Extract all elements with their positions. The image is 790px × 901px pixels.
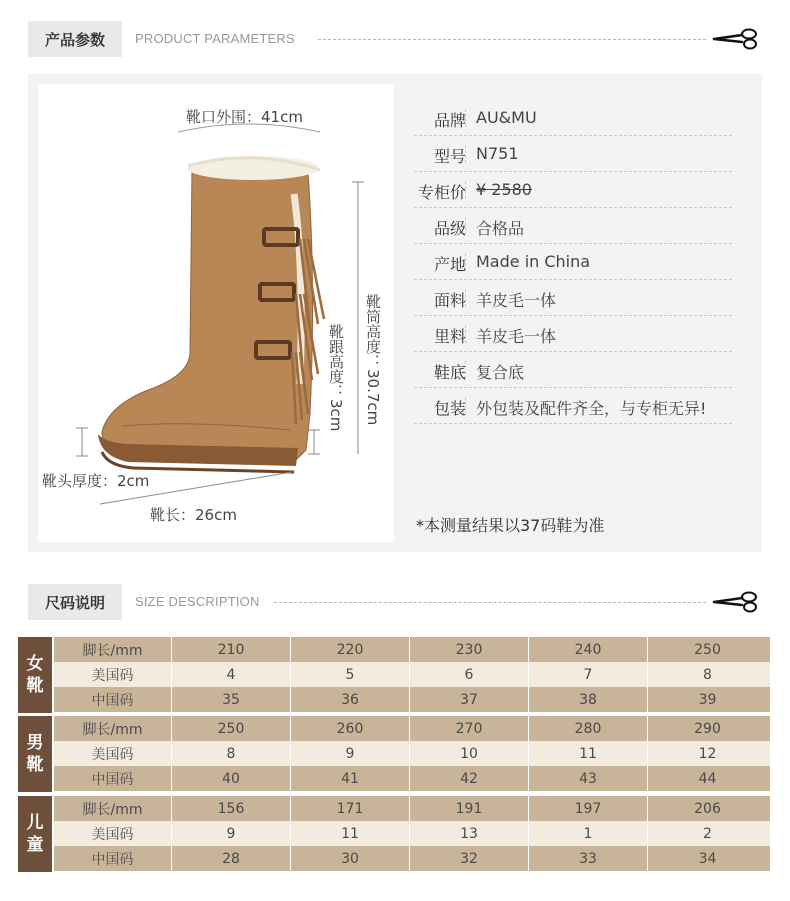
size-cell: 33 <box>529 846 648 871</box>
size-cell: 10 <box>410 741 529 766</box>
size-row <box>54 766 770 791</box>
size-cell: 11 <box>291 821 410 846</box>
gender-cell <box>18 796 52 872</box>
spec-row-origin <box>414 244 732 280</box>
row-label: 脚长/mm <box>54 716 172 741</box>
size-title: 尺码说明 <box>28 584 122 620</box>
dashed-divider <box>274 602 706 603</box>
size-cell: 35 <box>172 687 291 712</box>
spec-separator <box>465 145 466 163</box>
size-cell: 7 <box>529 662 648 687</box>
size-cell: 9 <box>291 741 410 766</box>
gender-char: 童 <box>26 835 44 855</box>
size-cell: 290 <box>694 720 721 737</box>
heel-height-label: 靴跟高度：3cm <box>327 324 345 432</box>
size-cell: 41 <box>291 766 410 791</box>
size-group-men <box>18 716 770 792</box>
gender-char: 儿 <box>26 813 44 833</box>
spec-separator <box>465 361 466 379</box>
row-label: 美国码 <box>54 821 172 846</box>
size-row <box>54 796 770 821</box>
size-subtitle: SIZE DESCRIPTION <box>135 594 260 609</box>
spec-label: 里料 <box>433 327 466 346</box>
spec-row-grade <box>414 208 732 244</box>
size-group-women <box>18 637 770 713</box>
size-cell: 156 <box>172 796 291 821</box>
size-cell: 37 <box>410 687 529 712</box>
size-cell: 12 <box>698 745 717 762</box>
spec-row-sole <box>414 352 732 388</box>
size-row <box>54 637 770 662</box>
gender-char: 女 <box>26 654 44 674</box>
spec-row-lining <box>414 316 732 352</box>
spec-label: 型号 <box>433 147 466 166</box>
spec-row-package <box>414 388 732 424</box>
size-row <box>54 846 770 871</box>
size-cell: 230 <box>410 637 529 662</box>
spec-value: 合格品 <box>476 219 525 238</box>
spec-separator <box>465 217 466 235</box>
spec-row-brand <box>414 100 732 136</box>
spec-label: 产地 <box>433 255 466 274</box>
spec-row-model <box>414 136 732 172</box>
size-cell: 39 <box>698 691 717 708</box>
size-cell: 250 <box>694 641 721 658</box>
size-cell: 11 <box>529 741 648 766</box>
spec-value: 复合底 <box>476 363 525 382</box>
spec-label: 品级 <box>433 219 466 238</box>
size-cell: 2 <box>703 825 712 842</box>
size-cell: 8 <box>172 741 291 766</box>
spec-separator <box>465 397 466 415</box>
scissors-icon <box>712 27 762 51</box>
toe-thickness-label: 靴头厚度：2cm <box>42 472 150 490</box>
size-cell: 40 <box>172 766 291 791</box>
size-cell: 4 <box>172 662 291 687</box>
size-cell: 13 <box>410 821 529 846</box>
size-cell: 250 <box>172 716 291 741</box>
size-cell: 42 <box>410 766 529 791</box>
size-cell: 44 <box>698 770 717 787</box>
spec-separator <box>465 181 466 199</box>
size-cell: 1 <box>529 821 648 846</box>
size-cell: 34 <box>698 850 717 867</box>
size-cell: 8 <box>703 666 712 683</box>
spec-row-upper <box>414 280 732 316</box>
top-circumference-label: 靴口外围：41cm <box>186 108 303 126</box>
size-row <box>54 741 770 766</box>
size-cell: 220 <box>291 637 410 662</box>
spec-value: 羊皮毛一体 <box>476 291 557 310</box>
spec-separator <box>465 253 466 271</box>
dashed-divider <box>318 39 706 40</box>
row-label: 中国码 <box>54 766 172 791</box>
size-cell: 240 <box>529 637 648 662</box>
size-cell: 197 <box>529 796 648 821</box>
size-cell: 270 <box>410 716 529 741</box>
params-subtitle: PRODUCT PARAMETERS <box>135 31 295 46</box>
gender-cell <box>18 716 52 792</box>
row-label: 脚长/mm <box>54 796 172 821</box>
gender-char: 男 <box>26 733 44 753</box>
spec-label: 包装 <box>433 399 466 418</box>
row-label: 脚长/mm <box>54 637 172 662</box>
spec-value: 羊皮毛一体 <box>476 327 557 346</box>
size-cell: 9 <box>172 821 291 846</box>
spec-separator <box>465 325 466 343</box>
spec-label: 鞋底 <box>433 363 466 382</box>
size-cell: 43 <box>529 766 648 791</box>
size-cell: 30 <box>291 846 410 871</box>
size-cell: 5 <box>291 662 410 687</box>
gender-cell <box>18 637 52 713</box>
spec-value: Made in China <box>476 252 591 271</box>
row-label: 中国码 <box>54 846 172 871</box>
size-cell: 28 <box>172 846 291 871</box>
size-group-kids <box>18 796 770 872</box>
shaft-height-label: 靴筒高度：30.7cm <box>364 294 382 426</box>
scissors-icon <box>712 590 762 614</box>
spec-separator <box>465 109 466 127</box>
size-row <box>54 821 770 846</box>
params-section-header <box>28 21 762 57</box>
spec-label: 面料 <box>433 291 466 310</box>
size-cell: 280 <box>529 716 648 741</box>
size-cell: 210 <box>172 637 291 662</box>
row-label: 美国码 <box>54 741 172 766</box>
row-label: 中国码 <box>54 687 172 712</box>
size-cell: 32 <box>410 846 529 871</box>
boot-image-panel <box>38 84 394 542</box>
spec-row-price <box>414 172 732 208</box>
size-row <box>54 716 770 741</box>
spec-label: 品牌 <box>433 111 466 130</box>
length-label: 靴长：26cm <box>150 506 237 524</box>
measurement-note: *本测量结果以37码鞋为准 <box>416 516 605 535</box>
spec-separator <box>465 289 466 307</box>
params-title: 产品参数 <box>28 21 122 57</box>
size-cell: 38 <box>529 687 648 712</box>
gender-char: 靴 <box>26 676 44 696</box>
size-cell: 36 <box>291 687 410 712</box>
spec-value: AU&MU <box>476 108 537 127</box>
spec-value: 外包装及配件齐全，与专柜无异! <box>476 399 707 418</box>
size-row <box>54 687 770 712</box>
spec-value: N751 <box>476 144 519 163</box>
size-cell: 191 <box>410 796 529 821</box>
row-label: 美国码 <box>54 662 172 687</box>
size-cell: 206 <box>694 800 721 817</box>
spec-value-price: ¥ 2580 <box>476 180 532 199</box>
size-cell: 260 <box>291 716 410 741</box>
size-cell: 6 <box>410 662 529 687</box>
size-row <box>54 662 770 687</box>
size-cell: 171 <box>291 796 410 821</box>
spec-label: 专柜价 <box>417 183 466 202</box>
spec-table <box>414 100 732 424</box>
gender-char: 靴 <box>26 755 44 775</box>
size-section-header <box>28 584 762 620</box>
